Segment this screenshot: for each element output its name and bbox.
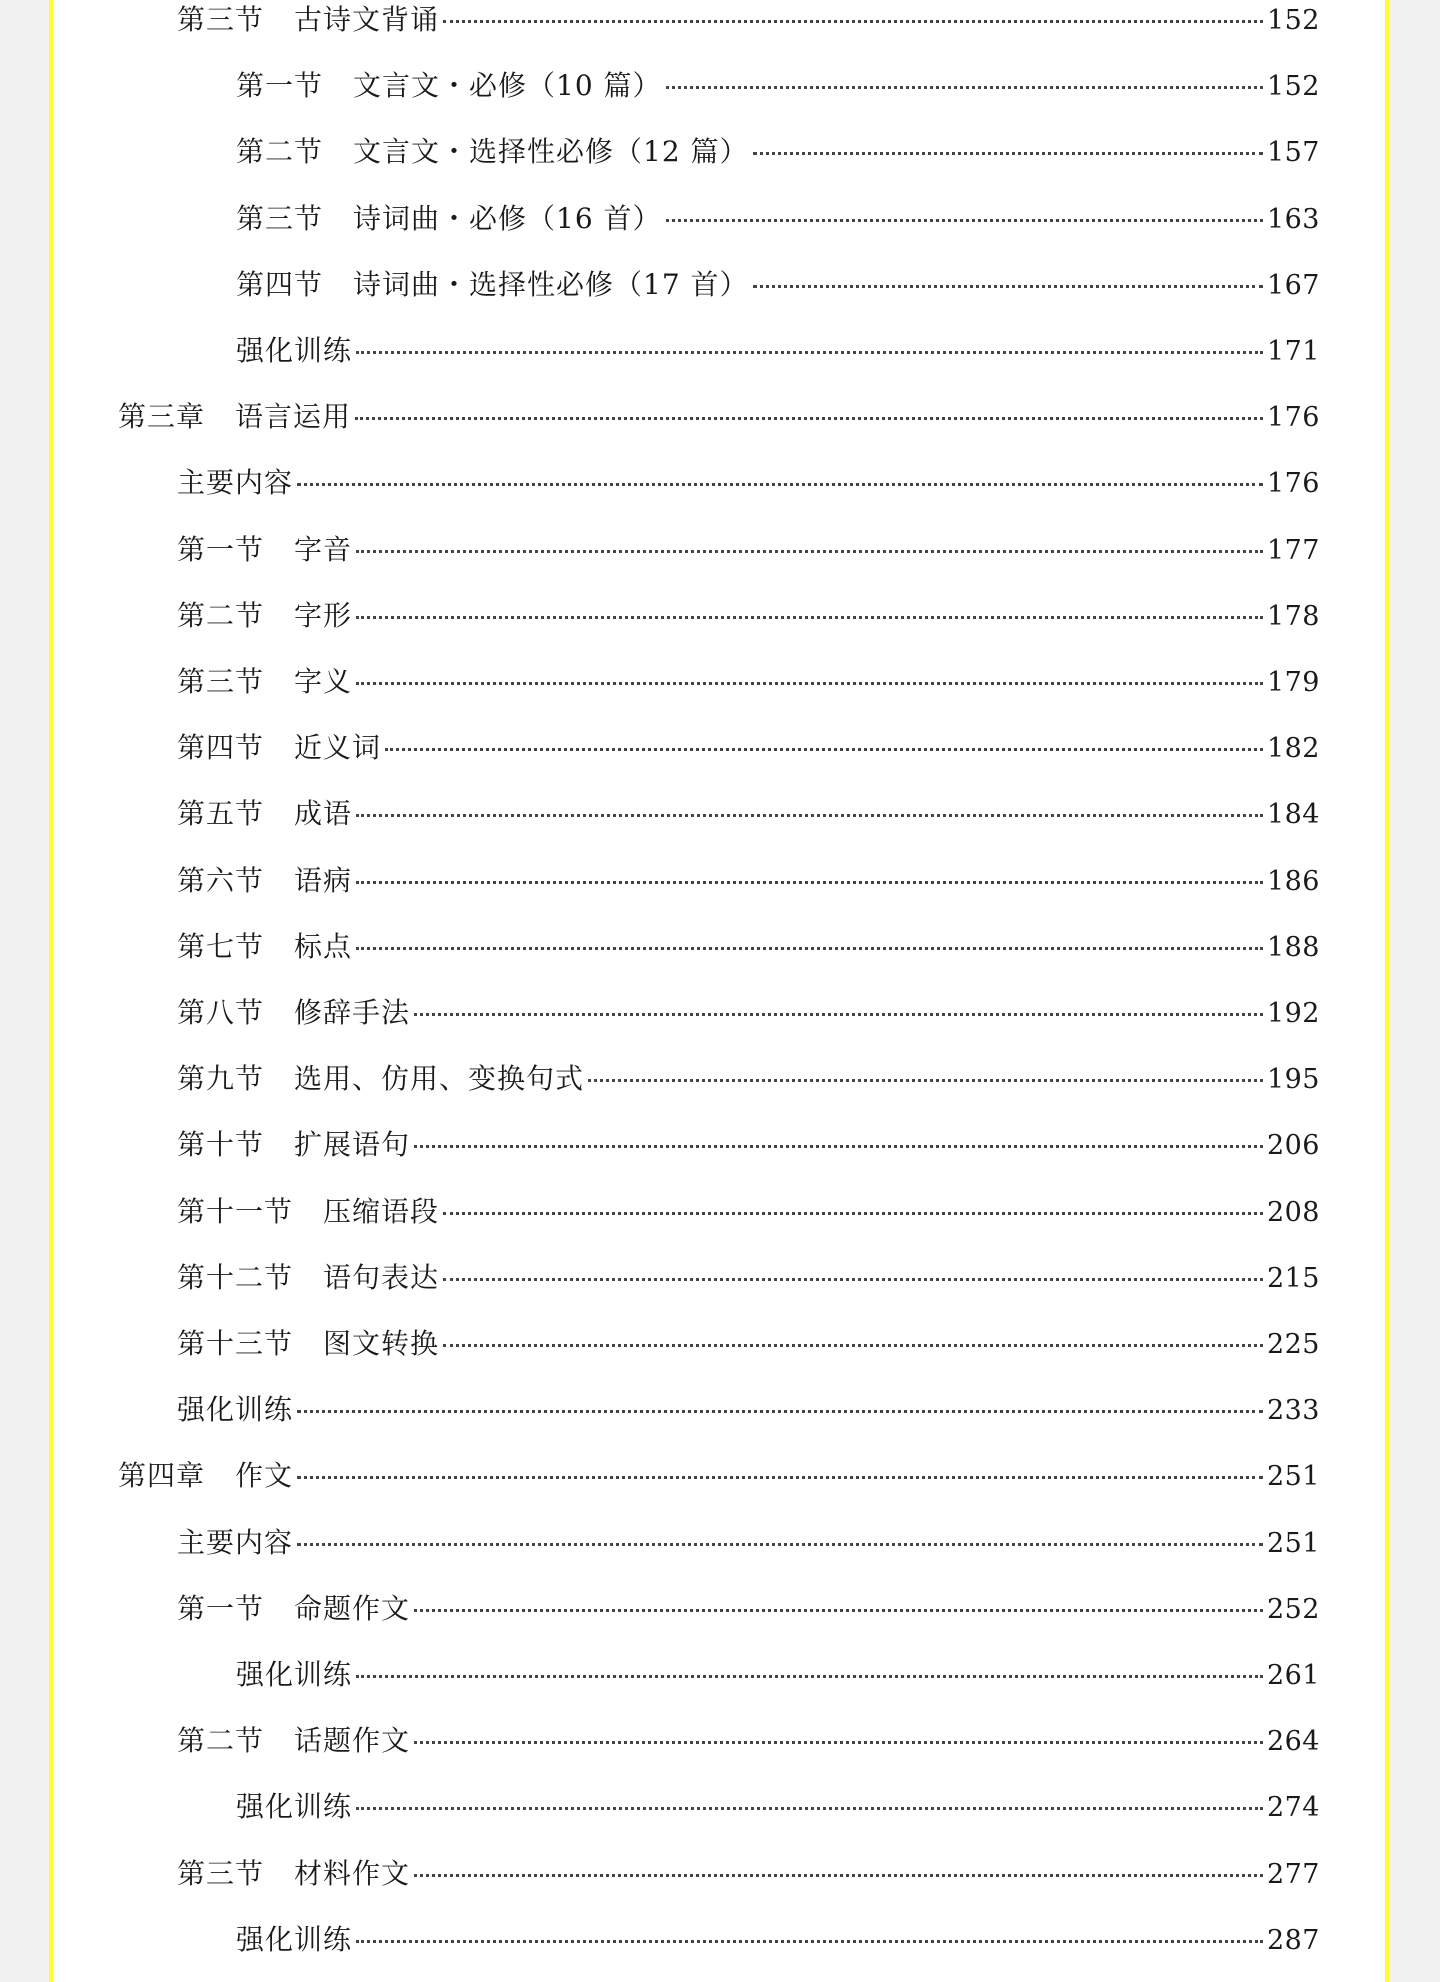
toc-entry-page-number: 206	[1266, 1130, 1320, 1162]
document-page	[49, 0, 1389, 1982]
toc-entry-title: 字音	[294, 532, 353, 566]
toc-entry-page-number: 171	[1266, 336, 1320, 367]
toc-entry[interactable]	[236, 132, 1320, 172]
toc-entry[interactable]	[177, 662, 1320, 702]
toc-entry-page-number: 167	[1266, 269, 1320, 301]
toc-entry-number: 第三节	[177, 1856, 265, 1890]
toc-dot-leader	[297, 1476, 1263, 1479]
toc-entry[interactable]	[177, 0, 1320, 40]
toc-entry-title: 主要内容	[177, 466, 294, 500]
toc-entry-page-number: 208	[1266, 1196, 1320, 1228]
toc-dot-leader	[356, 682, 1263, 685]
toc-entry-page-number: 251	[1266, 1461, 1320, 1493]
toc-dot-leader	[588, 1079, 1263, 1082]
toc-entry-title: 话题作文	[294, 1724, 411, 1758]
toc-dot-leader	[753, 152, 1263, 155]
toc-entry-title: 扩展语句	[294, 1128, 411, 1162]
toc-dot-leader	[753, 285, 1263, 288]
toc-entry-page-number: 176	[1266, 468, 1320, 500]
toc-dot-leader	[356, 947, 1263, 950]
toc-dot-leader	[443, 20, 1263, 23]
toc-entry[interactable]	[177, 1324, 1320, 1364]
toc-entry[interactable]	[177, 1125, 1320, 1165]
toc-dot-leader	[356, 1807, 1263, 1810]
toc-entry-page-number: 157	[1266, 137, 1320, 169]
toc-entry-page-number: 163	[1266, 203, 1320, 235]
toc-entry-title: 语病	[294, 863, 353, 897]
toc-dot-leader	[356, 881, 1263, 884]
toc-entry-title: 压缩语段	[323, 1194, 440, 1228]
toc-entry-number: 第三节	[177, 3, 265, 36]
toc-entry-title: 强化训练	[177, 1393, 294, 1427]
toc-entry-number: 第四节	[236, 267, 324, 301]
toc-entry-title: 近义词	[294, 731, 382, 765]
toc-entry-title: 强化训练	[236, 334, 353, 367]
toc-entry-page-number: 277	[1266, 1858, 1320, 1890]
toc-entry-title: 诗词曲・必修（16 首）	[353, 201, 662, 235]
toc-entry-page-number: 251	[1266, 1527, 1320, 1559]
toc-entry[interactable]	[177, 1523, 1320, 1563]
toc-entry-number: 第三节	[236, 201, 324, 235]
toc-entry-title: 语言运用	[235, 400, 352, 434]
toc-entry[interactable]	[177, 1192, 1320, 1232]
toc-entry[interactable]	[177, 596, 1320, 636]
toc-entry-page-number: 179	[1266, 667, 1320, 698]
toc-dot-leader	[443, 1344, 1263, 1347]
toc-entry-page-number: 176	[1266, 402, 1320, 434]
toc-entry-number: 第七节	[177, 929, 265, 963]
toc-entry[interactable]	[236, 331, 1320, 371]
toc-entry-page-number: 152	[1266, 71, 1320, 103]
toc-entry-page-number: 225	[1266, 1329, 1320, 1360]
toc-entry-number: 第五节	[177, 797, 265, 831]
toc-entry[interactable]	[177, 861, 1320, 901]
toc-entry-number: 第十二节	[177, 1260, 294, 1294]
toc-entry[interactable]	[118, 1456, 1320, 1496]
toc-entry-title: 材料作文	[294, 1856, 411, 1890]
toc-entry[interactable]	[177, 1854, 1320, 1894]
toc-dot-leader	[297, 483, 1263, 486]
toc-dot-leader	[356, 1940, 1263, 1943]
toc-dot-leader	[356, 814, 1263, 817]
toc-entry-title: 成语	[294, 797, 353, 831]
toc-entry[interactable]	[177, 1589, 1320, 1629]
toc-entry[interactable]	[177, 728, 1320, 768]
toc-entry-number: 第十一节	[177, 1194, 294, 1228]
toc-entry-number: 第三节	[177, 665, 265, 698]
toc-dot-leader	[666, 219, 1263, 222]
toc-entry-title: 强化训练	[236, 1922, 353, 1956]
toc-entry-number: 第九节	[177, 1062, 265, 1096]
toc-entry[interactable]	[177, 530, 1320, 570]
toc-entry-page-number: 182	[1266, 733, 1320, 765]
toc-entry[interactable]	[177, 1721, 1320, 1761]
toc-dot-leader	[414, 1874, 1263, 1877]
toc-entry-page-number: 215	[1266, 1262, 1320, 1294]
toc-entry-page-number: 261	[1266, 1660, 1320, 1691]
toc-dot-leader	[443, 1212, 1263, 1215]
toc-entry-title: 命题作文	[294, 1591, 411, 1625]
toc-entry-page-number: 264	[1266, 1726, 1320, 1758]
toc-dot-leader	[414, 1013, 1263, 1016]
toc-entry-number: 第一节	[177, 532, 265, 566]
toc-entry-number: 第二节	[177, 1724, 265, 1758]
toc-entry-title: 标点	[294, 929, 353, 963]
toc-dot-leader	[356, 616, 1263, 619]
toc-dot-leader	[414, 1145, 1263, 1148]
toc-entry-title: 选用、仿用、变换句式	[294, 1062, 585, 1096]
toc-entry-page-number: 274	[1266, 1792, 1320, 1824]
toc-dot-leader	[355, 417, 1263, 420]
toc-entry-page-number: 188	[1266, 931, 1320, 963]
toc-entry[interactable]	[236, 1655, 1320, 1695]
toc-dot-leader	[356, 351, 1263, 354]
toc-entry-page-number: 178	[1266, 600, 1320, 632]
toc-entry-title: 诗词曲・选择性必修（17 首）	[353, 267, 749, 301]
toc-entry-title: 强化训练	[236, 1658, 353, 1691]
toc-entry-page-number: 195	[1266, 1064, 1320, 1096]
toc-dot-leader	[297, 1410, 1263, 1413]
toc-entry[interactable]	[177, 1258, 1320, 1298]
toc-entry[interactable]	[177, 794, 1320, 834]
toc-entry[interactable]	[236, 265, 1320, 305]
toc-entry[interactable]	[236, 199, 1320, 239]
toc-entry-number: 第十三节	[177, 1327, 294, 1360]
toc-entry-number: 第十节	[177, 1128, 265, 1162]
toc-entry-title: 字形	[294, 598, 353, 632]
toc-entry-page-number: 252	[1266, 1593, 1320, 1625]
toc-dot-leader	[356, 550, 1263, 553]
toc-entry-page-number: 186	[1266, 865, 1320, 897]
toc-entry-title: 修辞手法	[294, 996, 411, 1029]
toc-entry-number: 第四章	[118, 1459, 206, 1493]
toc-entry-title: 图文转换	[323, 1327, 440, 1360]
toc-entry[interactable]	[177, 463, 1320, 503]
toc-dot-leader	[414, 1609, 1263, 1612]
toc-entry-number: 第二节	[236, 135, 324, 169]
toc-entry[interactable]	[177, 927, 1320, 967]
toc-entry-page-number: 177	[1266, 534, 1320, 566]
toc-dot-leader	[385, 748, 1263, 751]
toc-entry[interactable]	[236, 1787, 1320, 1827]
toc-entry-number: 第四节	[177, 731, 265, 765]
toc-entry-page-number: 287	[1266, 1924, 1320, 1956]
toc-entry-title: 强化训练	[236, 1790, 353, 1824]
toc-entry[interactable]	[118, 397, 1320, 437]
toc-entry-title: 文言文・必修（10 篇）	[353, 69, 662, 103]
toc-entry-number: 第六节	[177, 863, 265, 897]
toc-entry[interactable]	[236, 1920, 1320, 1960]
toc-entry[interactable]	[177, 1059, 1320, 1099]
toc-dot-leader	[297, 1543, 1263, 1546]
toc-dot-leader	[414, 1741, 1263, 1744]
toc-dot-leader	[666, 86, 1263, 89]
toc-dot-leader	[356, 1675, 1263, 1678]
toc-entry-number: 第八节	[177, 996, 265, 1029]
toc-entry-number: 第三章	[118, 400, 206, 434]
toc-entry[interactable]	[236, 66, 1320, 106]
toc-entry-title: 古诗文背诵	[294, 3, 440, 36]
toc-dot-leader	[443, 1278, 1263, 1281]
toc-entry-title: 文言文・选择性必修（12 篇）	[353, 135, 749, 169]
toc-entry-number: 第一节	[236, 69, 324, 103]
toc-entry-title: 语句表达	[323, 1260, 440, 1294]
toc-entry-title: 作文	[235, 1459, 294, 1493]
toc-entry-page-number: 192	[1266, 998, 1320, 1029]
toc-entry-number: 第一节	[177, 1591, 265, 1625]
toc-entry-title: 字义	[294, 665, 353, 698]
toc-entry[interactable]	[177, 1390, 1320, 1430]
toc-entry[interactable]	[177, 993, 1320, 1033]
toc-entry-page-number: 233	[1266, 1395, 1320, 1427]
toc-entry-page-number: 152	[1266, 5, 1320, 36]
toc-entry-page-number: 184	[1266, 799, 1320, 831]
toc-entry-number: 第二节	[177, 598, 265, 632]
toc-entry-title: 主要内容	[177, 1525, 294, 1559]
